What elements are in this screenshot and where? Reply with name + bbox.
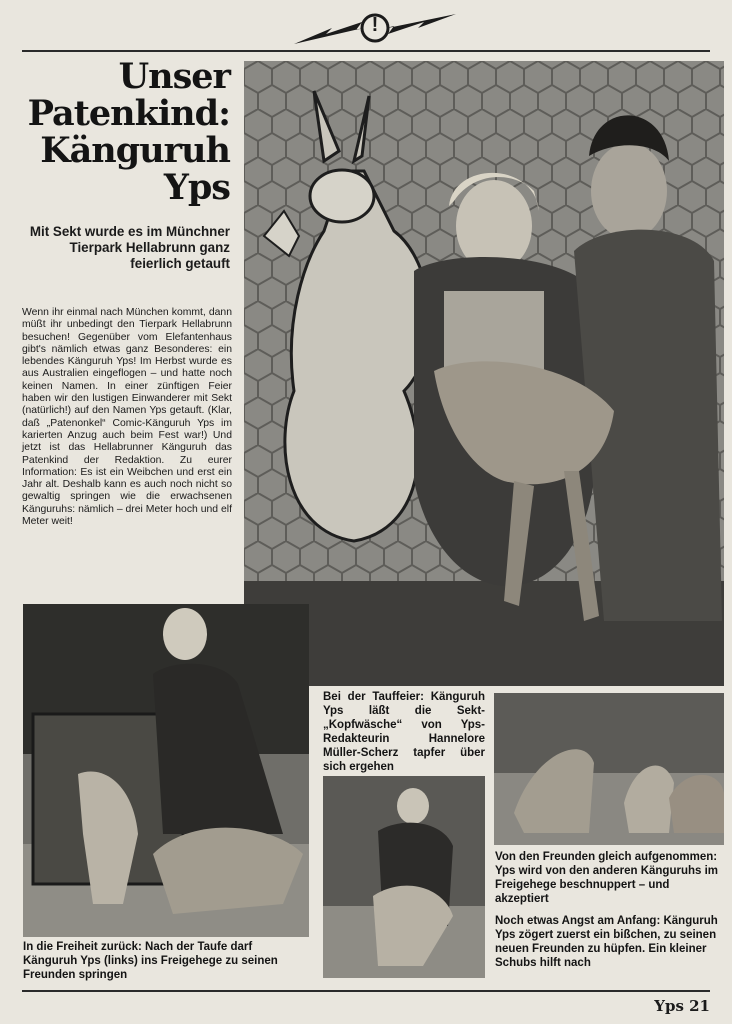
headline-line: Unser (118, 56, 230, 97)
article-body: Wenn ihr einmal nach München kommt, dann müßt ihr unbedingt den Tierpark Hellabrunn besuchen! Gegenüber vom Elefantenhaus gibt's nämlich etwas ganz Besonderes: ein lebendes Känguruh Yps! Im Herbst wurde es aus Australien eingeflogen – und hatte noch keinen Namen. In einer zünftigen Feier haben wir den lustigen Einwanderer mit Sekt (natürlich!) auf den Namen Yps getauft. (Klar, daß „Patenonkel“ Comic-Känguruh Yps im karierten Anzug auch beim Fest war!) Und jetzt ist das Hellabrunner Känguruh das Patenkind der Redaktion. Zu eurer Information: Es ist ein Weibchen und erst ein Jahr alt. Deshalb kann es auch noch nicht so gewaltig springen wie die erwachsenen Känguruhs: nämlich – drei Meter hoch und elf Meter weit! (22, 307, 232, 528)
caption-friends: Von den Freunden gleich aufgenommen: Yps wird von den anderen Känguruhs im Freigehege beschnuppert – und akzeptiert (495, 851, 719, 905)
footer-rule (22, 990, 710, 992)
headline-line: Patenkind: (27, 93, 230, 134)
caption-freedom: In die Freiheit zurück: Nach der Taufe darf Känguruh Yps (links) ins Freigehege zu seinen Freunden springen (23, 941, 278, 981)
friends-photo (494, 693, 724, 845)
headline (22, 58, 230, 206)
main-photo (244, 61, 724, 686)
freedom-photo (23, 604, 309, 937)
headline-line: Känguruh (40, 130, 230, 171)
fear-photo (323, 776, 485, 978)
header-rule (22, 50, 710, 52)
headline-line: Yps (163, 167, 230, 208)
page-label: Yps 21 (654, 997, 710, 1015)
subhead: Mit Sekt wurde es im Münchner Tierpark Hellabrunn ganz feierlich getauft (29, 224, 230, 271)
caption-fear: Noch etwas Angst am Anfang: Känguruh Yps zögert zuerst ein bißchen, zu seinen neuen Freunden zu hüpfen. Ein kleiner Schubs hilft nach (495, 915, 718, 969)
badge-symbol: ! (371, 14, 379, 36)
exclamation-bolt-icon (292, 10, 458, 46)
caption-baptism: Bei der Tauffeier: Känguruh Yps läßt die Sekt-„Kopfwäsche“ von Yps-Redakteurin Hannelore Müller-Scherz tapfer über sich ergehen (323, 691, 485, 773)
